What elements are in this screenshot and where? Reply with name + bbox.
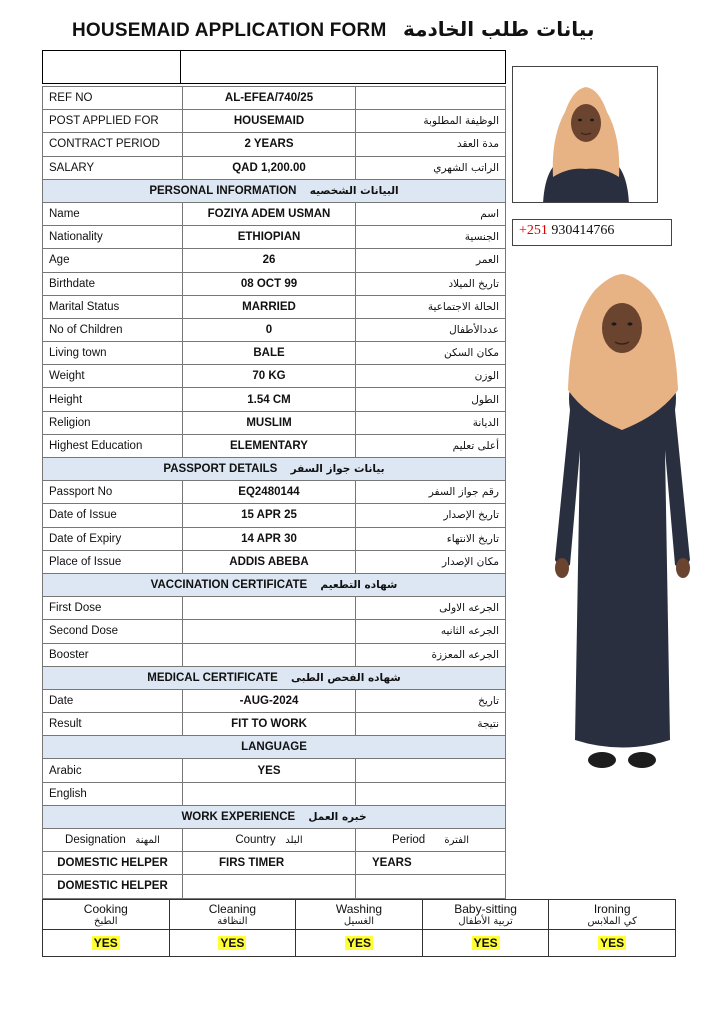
label-ar: تاريخ الانتهاء (356, 527, 506, 550)
country-label-ar: البلد (285, 835, 303, 847)
label: First Dose (43, 597, 183, 620)
vaccination-row (43, 597, 506, 620)
skills-table (42, 899, 676, 957)
section-title: MEDICAL CERTIFICATE (147, 671, 278, 684)
personal-row (43, 295, 506, 318)
label: Place of Issue (43, 550, 183, 573)
section-title: PERSONAL INFORMATION (149, 184, 297, 197)
value: AL-EFEA/740/25 (183, 87, 356, 110)
personal-row (43, 202, 506, 225)
skill-label: Baby-sitting (454, 902, 517, 916)
designation-label: Designation (65, 834, 126, 847)
label-ar (356, 782, 506, 805)
work-header-row (43, 829, 506, 852)
vaccination-row (43, 643, 506, 666)
section-title-ar: بيانات جواز السفر (290, 463, 385, 476)
section-title: LANGUAGE (241, 741, 307, 754)
personal-row (43, 272, 506, 295)
passport-row (43, 550, 506, 573)
section-medical (43, 666, 506, 689)
section-header (43, 805, 506, 828)
label: Religion (43, 411, 183, 434)
value: ADDIS ABEBA (183, 550, 356, 573)
label-ar: رقم جواز السفر (356, 481, 506, 504)
label: Booster (43, 643, 183, 666)
period-label-ar: الفترة (444, 835, 470, 847)
label: Second Dose (43, 620, 183, 643)
skill-value: YES (473, 936, 498, 950)
label: Passport No (43, 481, 183, 504)
label: Highest Education (43, 434, 183, 457)
value: MUSLIM (183, 411, 356, 434)
label-ar: العمر (356, 249, 506, 272)
phone-country-code: +251 (519, 223, 548, 238)
section-title-ar: البيانات الشخصيه (309, 184, 399, 197)
label: Weight (43, 365, 183, 388)
label-ar: الحالة الاجتماعية (356, 295, 506, 318)
skill-label-ar: كي الملابس (587, 916, 637, 927)
personal-rows (43, 202, 506, 457)
language-rows (43, 759, 506, 805)
skill-label-ar: تربية الأطفال (458, 916, 513, 927)
value: YES (183, 759, 356, 782)
form-title: HOUSEMAID APPLICATION FORM (72, 20, 387, 41)
label: Marital Status (43, 295, 183, 318)
phone-digits: 930414766 (551, 223, 615, 238)
skill-label-ar: الغسيل (343, 916, 375, 927)
skill-1 (169, 900, 296, 930)
skill-label: Cleaning (208, 902, 257, 916)
label-ar: الديانة (356, 411, 506, 434)
section-title-ar: شهاده الفحص الطبى (290, 671, 401, 684)
label: Date (43, 689, 183, 712)
work-country: FIRS TIMER (183, 852, 356, 875)
passport-rows (43, 481, 506, 574)
label: English (43, 782, 183, 805)
personal-row (43, 411, 506, 434)
skill-label: Ironing (593, 902, 631, 916)
value: HOUSEMAID (183, 110, 356, 133)
label: Age (43, 249, 183, 272)
section-header (43, 573, 506, 596)
row-ref (43, 87, 506, 110)
label: Name (43, 202, 183, 225)
skills-value-row (43, 930, 676, 957)
value: -AUG-2024 (183, 689, 356, 712)
passport-row (43, 527, 506, 550)
label-ar: الوزن (356, 365, 506, 388)
label-ar: الراتب الشهري (356, 156, 506, 179)
label-ar: الجرعه الثانيه (356, 620, 506, 643)
value: 2 YEARS (183, 133, 356, 156)
work-row (43, 875, 506, 898)
skill-label-ar: النظافة (217, 916, 248, 927)
top-blank-box (42, 50, 506, 84)
value: 15 APR 25 (183, 504, 356, 527)
section-title-ar: شهاده التطعيم (320, 579, 398, 592)
label: Result (43, 713, 183, 736)
skill-value-cell (43, 930, 170, 957)
skill-value: YES (93, 936, 118, 950)
label: Height (43, 388, 183, 411)
skill-value: YES (346, 936, 371, 950)
label: POST APPLIED FOR (43, 110, 183, 133)
label-ar: الوظيفة المطلوبة (356, 110, 506, 133)
label: Living town (43, 342, 183, 365)
skill-value-cell (549, 930, 676, 957)
row-contract (43, 133, 506, 156)
skill-2 (296, 900, 423, 930)
section-passport (43, 458, 506, 481)
value: MARRIED (183, 295, 356, 318)
value: BALE (183, 342, 356, 365)
value: 70 KG (183, 365, 356, 388)
work-country (183, 875, 356, 898)
label-ar: تاريخ الميلاد (356, 272, 506, 295)
section-title: WORK EXPERIENCE (181, 810, 296, 823)
value: EQ2480144 (183, 481, 356, 504)
label-ar: أعلى تعليم (356, 434, 506, 457)
country-label: Country (235, 834, 276, 847)
vaccination-row (43, 620, 506, 643)
label: Date of Expiry (43, 527, 183, 550)
label-ar: الطول (356, 388, 506, 411)
section-title-ar: خبره العمل (308, 810, 367, 823)
row-post (43, 110, 506, 133)
passport-photo (512, 66, 658, 203)
skill-label: Washing (335, 902, 383, 916)
section-header (43, 179, 506, 202)
row-salary (43, 156, 506, 179)
section-title: PASSPORT DETAILS (163, 463, 278, 476)
label: SALARY (43, 156, 183, 179)
value: 0 (183, 318, 356, 341)
label: Nationality (43, 226, 183, 249)
value: ELEMENTARY (183, 434, 356, 457)
work-designation: DOMESTIC HELPER (43, 852, 183, 875)
personal-row (43, 434, 506, 457)
skill-value-cell (422, 930, 549, 957)
skills-label-row (43, 900, 676, 930)
skill-label-ar: الطبخ (94, 916, 118, 927)
value (183, 782, 356, 805)
skill-value-cell (169, 930, 296, 957)
passport-row (43, 481, 506, 504)
work-row (43, 852, 506, 875)
section-header (43, 666, 506, 689)
label-ar: الجرعه المعززة (356, 643, 506, 666)
label-ar: الجرعه الاولى (356, 597, 506, 620)
period-header (356, 829, 506, 852)
portrait-photo-icon (513, 67, 658, 203)
language-row (43, 782, 506, 805)
skill-value-cell (296, 930, 423, 957)
full-body-portrait-icon (540, 260, 705, 780)
label-ar: مكان السكن (356, 342, 506, 365)
label: No of Children (43, 318, 183, 341)
label-ar: تاريخ (356, 689, 506, 712)
passport-row (43, 504, 506, 527)
label-ar: مدة العقد (356, 133, 506, 156)
section-title: VACCINATION CERTIFICATE (150, 579, 308, 592)
value: QAD 1,200.00 (183, 156, 356, 179)
personal-row (43, 365, 506, 388)
value: FOZIYA ADEM USMAN (183, 202, 356, 225)
value (183, 597, 356, 620)
skill-4 (549, 900, 676, 930)
value: FIT TO WORK (183, 713, 356, 736)
label: REF NO (43, 87, 183, 110)
value: 26 (183, 249, 356, 272)
full-body-photo (540, 260, 705, 780)
section-header (43, 458, 506, 481)
personal-row (43, 388, 506, 411)
label-ar: اسم (356, 202, 506, 225)
form-title-arabic: بيانات طلب الخادمة (403, 17, 595, 41)
skill-value: YES (600, 936, 625, 950)
application-table (42, 86, 506, 899)
phone-number (512, 219, 672, 246)
value: 1.54 CM (183, 388, 356, 411)
designation-label-ar: المهنة (135, 835, 160, 847)
designation-header (43, 829, 183, 852)
personal-row (43, 249, 506, 272)
period-label: Period (391, 834, 426, 847)
medical-row (43, 713, 506, 736)
label-ar (356, 759, 506, 782)
value: 14 APR 30 (183, 527, 356, 550)
personal-row (43, 342, 506, 365)
label-ar: نتيجة (356, 713, 506, 736)
value (183, 643, 356, 666)
section-personal (43, 179, 506, 202)
section-header (43, 736, 506, 759)
language-row (43, 759, 506, 782)
skill-label: Cooking (83, 902, 128, 916)
personal-row (43, 226, 506, 249)
label: Date of Issue (43, 504, 183, 527)
section-language (43, 736, 506, 759)
medical-rows (43, 689, 506, 735)
medical-row (43, 689, 506, 712)
skill-0 (43, 900, 170, 930)
skill-3 (422, 900, 549, 930)
work-designation: DOMESTIC HELPER (43, 875, 183, 898)
label-ar: مكان الإصدار (356, 550, 506, 573)
section-work (43, 805, 506, 828)
value: 08 OCT 99 (183, 272, 356, 295)
value (183, 620, 356, 643)
work-rows (43, 852, 506, 898)
label: Arabic (43, 759, 183, 782)
personal-row (43, 318, 506, 341)
value: ETHIOPIAN (183, 226, 356, 249)
country-header (183, 829, 356, 852)
label-ar: الجنسية (356, 226, 506, 249)
label-ar: عددالأطفال (356, 318, 506, 341)
work-period: YEARS (356, 852, 506, 875)
vaccination-rows (43, 597, 506, 667)
section-vaccination (43, 573, 506, 596)
skill-value: YES (220, 936, 245, 950)
label: CONTRACT PERIOD (43, 133, 183, 156)
work-period (356, 875, 506, 898)
label-ar (356, 87, 506, 110)
label-ar: تاريخ الإصدار (356, 504, 506, 527)
label: Birthdate (43, 272, 183, 295)
